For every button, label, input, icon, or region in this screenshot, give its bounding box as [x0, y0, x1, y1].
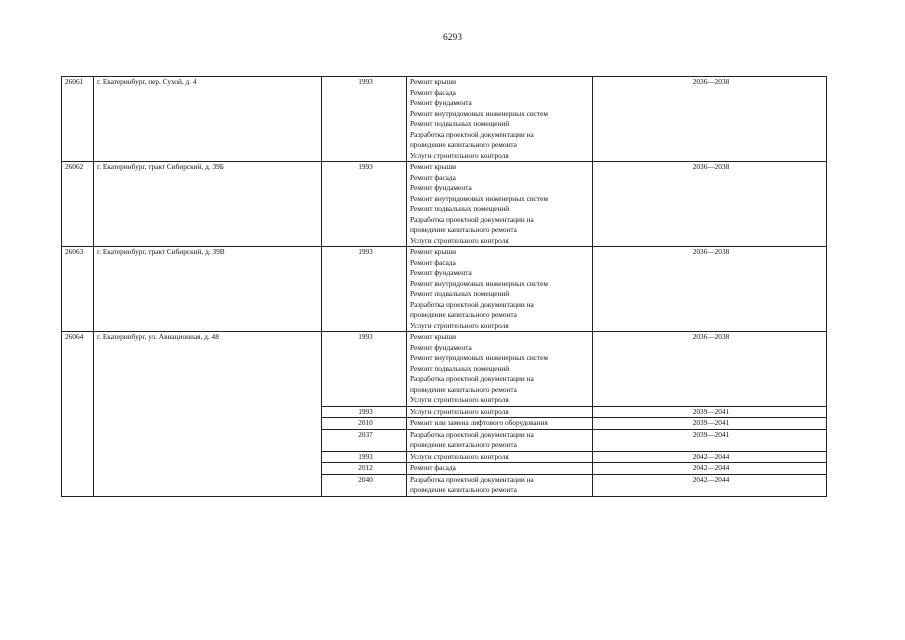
work-type: Разработка проектной документации на: [410, 214, 534, 224]
work-type: Разработка проектной документации на: [410, 429, 534, 439]
year-cell: 1993: [322, 77, 407, 162]
work-type: Ремонт фундамента: [410, 98, 472, 107]
year-cell: 1993: [322, 247, 407, 332]
table-row: [62, 332, 827, 407]
address-cell: г. Екатеринбург, ул. Авиационная, д. 48: [94, 332, 322, 497]
work-type: Ремонт внутридомовых инженерных систем: [410, 278, 549, 288]
table-row: [62, 247, 827, 332]
period-cell: 2039—2041: [593, 418, 827, 430]
year-cell: 1993: [322, 162, 407, 247]
work-types-cell: [407, 429, 593, 451]
work-type: Ремонт крыши: [410, 332, 457, 341]
work-type: Ремонт внутридомовых инженерных систем: [410, 108, 549, 118]
work-type: Ремонт крыши: [410, 247, 457, 256]
work-type: Разработка проектной документации на: [410, 129, 534, 139]
work-type: Услуги строительного контроля: [410, 406, 509, 416]
page-number: 6293: [443, 33, 462, 43]
work-type: Ремонт крыши: [410, 77, 457, 86]
period-cell: 2042—2044: [593, 451, 827, 463]
work-type: Ремонт подвальных помещений: [410, 119, 510, 128]
period-cell: 2036—2038: [593, 162, 827, 247]
work-type: проведение капитального ремонта: [410, 310, 517, 319]
work-types-cell: [407, 162, 593, 247]
work-type: проведение капитального ремонта: [410, 140, 517, 149]
record-id-cell: 26063: [62, 247, 94, 332]
work-type: проведение капитального ремонта: [410, 225, 517, 234]
record-id-cell: 26062: [62, 162, 94, 247]
record-id-cell: 26064: [62, 332, 94, 497]
repair-schedule-table: [61, 76, 827, 497]
work-type: Ремонт внутридомовых инженерных систем: [410, 193, 549, 203]
record-id-cell: 26061: [62, 77, 94, 162]
work-type: Ремонт крыши: [410, 162, 457, 171]
work-type: Услуги строительного контроля: [410, 395, 509, 404]
work-type: Ремонт внутридомовых инженерных систем: [410, 353, 549, 362]
period-cell: 2039—2041: [593, 429, 827, 451]
period-cell: 2036—2038: [593, 77, 827, 162]
work-type: Ремонт фасада: [410, 87, 456, 97]
table-row: [62, 77, 827, 162]
work-types-cell: [407, 474, 593, 496]
work-types-cell: [407, 77, 593, 162]
work-type: Ремонт фундамента: [410, 342, 472, 352]
work-types-cell: [407, 247, 593, 332]
work-type: Услуги строительного контроля: [410, 451, 509, 461]
table-row: [62, 162, 827, 247]
work-type: Услуги строительного контроля: [410, 320, 509, 330]
year-cell: 2040: [322, 474, 407, 496]
work-type: Услуги строительного контроля: [410, 235, 509, 245]
work-type: Разработка проектной документации на: [410, 474, 534, 484]
period-cell: 2036—2038: [593, 332, 827, 407]
work-type: Разработка проектной документации на: [410, 374, 534, 383]
work-types-cell: [407, 418, 593, 430]
work-types-cell: [407, 332, 593, 407]
work-type: Ремонт фундамента: [410, 268, 472, 277]
year-cell: 1993: [322, 332, 407, 407]
address-cell: г. Екатеринбург, пер. Сухой, д. 4: [94, 77, 322, 162]
work-type: Ремонт фундамента: [410, 183, 472, 192]
work-type: Ремонт фасада: [410, 463, 456, 472]
year-cell: 1993: [322, 451, 407, 463]
address-cell: г. Екатеринбург, тракт Сибирский, д. 39Б: [94, 162, 322, 247]
work-type: Ремонт подвальных помещений: [410, 204, 510, 213]
year-cell: 2037: [322, 429, 407, 451]
work-type: Ремонт подвальных помещений: [410, 289, 510, 298]
work-type: Разработка проектной документации на: [410, 299, 534, 309]
work-types-cell: [407, 451, 593, 463]
work-type: Ремонт фасада: [410, 257, 456, 267]
work-types-cell: [407, 463, 593, 475]
period-cell: 2039—2041: [593, 406, 827, 418]
work-types-cell: [407, 406, 593, 418]
work-type: Ремонт подвальных помещений: [410, 363, 510, 373]
period-cell: 2042—2044: [593, 463, 827, 475]
period-cell: 2036—2038: [593, 247, 827, 332]
year-cell: 2012: [322, 463, 407, 475]
table-body: [62, 77, 827, 497]
period-cell: 2042—2044: [593, 474, 827, 496]
work-type: проведение капитального ремонта: [410, 384, 517, 394]
work-type: проведение капитального ремонта: [410, 440, 517, 449]
work-type: Ремонт фасада: [410, 172, 456, 182]
address-cell: г. Екатеринбург, тракт Сибирский, д. 39В: [94, 247, 322, 332]
year-cell: 2010: [322, 418, 407, 430]
work-type: Ремонт или замена лифтового оборудования: [410, 418, 548, 427]
work-type: проведение капитального ремонта: [410, 485, 517, 494]
year-cell: 1993: [322, 406, 407, 418]
work-type: Услуги строительного контроля: [410, 150, 509, 160]
